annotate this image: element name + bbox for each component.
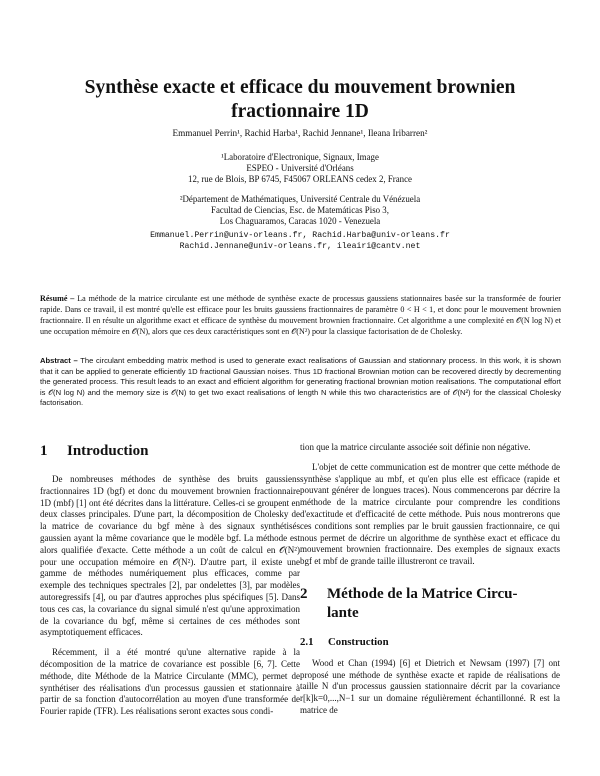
section-title: Méthode de la Matrice Circu- lante [327, 585, 518, 621]
email-line: Rachid.Jennane@univ-orleans.fr, ileairi@cantv.net [179, 242, 421, 252]
paper-title [40, 76, 560, 124]
paragraph: Récemment, il a été montré qu'une alternative rapide à la décomposition de la matrice de covariance est possible [6, 7]. Cette méthode, dite Méthode de la Matrice Circulante (MMC), permet de synthétiser des réalisations d'un processus gaussien et stationnaire à partir de sa fonction d'autocorrélation au moyen d'une transformée de Fourier rapide (TFR). Les réalisations seront exactes sous condi- [40, 647, 300, 717]
affiliation-1-line: 12, rue de Blois, BP 6745, F45067 ORLEANS cedex 2, France [188, 174, 412, 185]
abstract-text: The circulant embedding matrix method is used to generate exact realisations of Gaussian and stationnary process. In this work, it is shown that it can be applied to generate efficiently 1D fractional Gaussian noises. Thus 1D fractional Brownian motion can be recovered directly by decrementing the generated process. This result leads to an exact and efficient algorithm for generating fractional brownian motion realisations. The computational effort is 𝒪(N log N) and the memory size is 𝒪(N) to get two exact realisations of length N while this two characteristics are of 𝒪(N²) for the classical Cholesky factorisation. [40, 356, 561, 408]
right-column [300, 442, 560, 717]
left-column [40, 442, 300, 718]
title-line-1: Synthèse exacte et efficace du mouvement brownien [84, 77, 516, 98]
affiliation-2-line: Los Chaguaramos, Caracas 1020 - Venezuela [219, 216, 381, 227]
resume-text: La méthode de la matrice circulante est une méthode de synthèse exacte de processus gaussiens stationnaires basée sur la transformée de fourier rapide. Dans ce travail, il est montré qu'elle est efficace pour les bruits gaussiens fractionnaires de paramètre 0 < H < 1, et donc pour le mouvement brownien fractionnaire. Il en résulte un algorithme exact et efficace de synthèse du mouvement brownien fractionnaire. Cet algorithme a une complexité en 𝒪(N log N) et une occupation mémoire en 𝒪(N), alors que ces deux caractéristiques sont en 𝒪(N²) pour la classique factorisation de de Cholesky. [40, 294, 561, 336]
abstract-block [40, 356, 561, 409]
author-list: Emmanuel Perrin¹, Rachid Harba¹, Rachid Jennane¹, Ileana Iribarren² [172, 128, 428, 138]
affiliation-2-line: ²Département de Mathématiques, Université Centrale du Vénézuela [179, 194, 421, 204]
abstract-label: Abstract – [40, 356, 78, 365]
section-title: Introduction [67, 443, 149, 459]
section-number: 1 [40, 443, 48, 459]
subsection-number: 2.1 [300, 635, 314, 648]
subsection-heading [300, 637, 560, 649]
subsection-title: Construction [328, 635, 389, 648]
section-heading [300, 585, 560, 623]
affiliation-2-line: Facultad de Ciencias, Esc. de Matemáticas Piso 3, [211, 205, 389, 216]
email-addresses [70, 230, 530, 252]
section-heading [40, 442, 300, 461]
resume-label: Résumé – [40, 294, 75, 303]
paragraph: De nombreuses méthodes de synthèse des bruits gaussiens fractionnaires 1D (bgf) et donc du mouvement brownien fractionnaire 1D (mbf) [1] ont été décrites dans la littérature. Celles-ci se groupent en deux classes principales. D'une part, la décomposition de Cholesky de la matrice de covariance du bgf mène à des signaux synthétisés gaussien ayant la même covariance que le modèle bgf. La méthode est alors qualifiée d'exacte. Cette méthode a un coût de calcul en 𝒪(N²) pour une occupation mémoire en 𝒪(N²). D'autre part, il existe une gamme de méthodes numériquement plus efficaces, comme par exemple des techniques spectrales [2], par ondelettes [3], par modèles autoregressifs [4], ou par d'autres approches plus spécifiques [5]. Dans tous ces cas, la covariance du signal simulé n'est qu'une approximation de la covariance du bgf, même si certaines de ces méthodes sont asymptotiquement efficaces. [40, 474, 300, 638]
affiliation-1-line: ¹Laboratoire d'Electronique, Signaux, Image [221, 152, 379, 162]
section-number: 2 [300, 585, 308, 602]
title-line-2: fractionnaire 1D [231, 101, 369, 122]
email-line: Emmanuel.Perrin@univ-orleans.fr, Rachid.Harba@univ-orleans.fr [150, 231, 450, 240]
paragraph: Wood et Chan (1994) [6] et Dietrich et Newsam (1997) [7] ont proposé une méthode de synthèse exacte et rapide de réalisations de taille N d'un processus gaussien stationnaire décrit par la covariance r[k]k=0,...,N−1 sur un domaine régulièrement échantillonné. R est la matrice de [300, 657, 560, 715]
resume-block [40, 293, 561, 337]
affiliation-1-line: ESPEO - Université d'Orléans [246, 163, 354, 174]
affiliation-2 [70, 194, 530, 228]
paragraph: tion que la matrice circulante associée soit définie non négative. [300, 442, 531, 452]
affiliation-1 [70, 152, 530, 186]
paragraph: L'objet de cette communication est de montrer que cette méthode de synthèse s'applique au mbf, et qu'en plus elle est efficace (rapide et pouvant générer de longues traces). Nous commencerons par décrire la méthode de la matrice circulante pour comprendre les conditions d'exactitude et d'efficacité de cette méthode. Puis nous montrerons que ces conditions sont remplies par le bruit gaussien fractionnaire, ce qui nous permet de décrire un algorithme de synthèse exact et efficace du mouvement brownien fractionnaire. Des exemples de signaux exacts bgf et mbf de grande taille illustreront ce travail. [300, 461, 560, 567]
